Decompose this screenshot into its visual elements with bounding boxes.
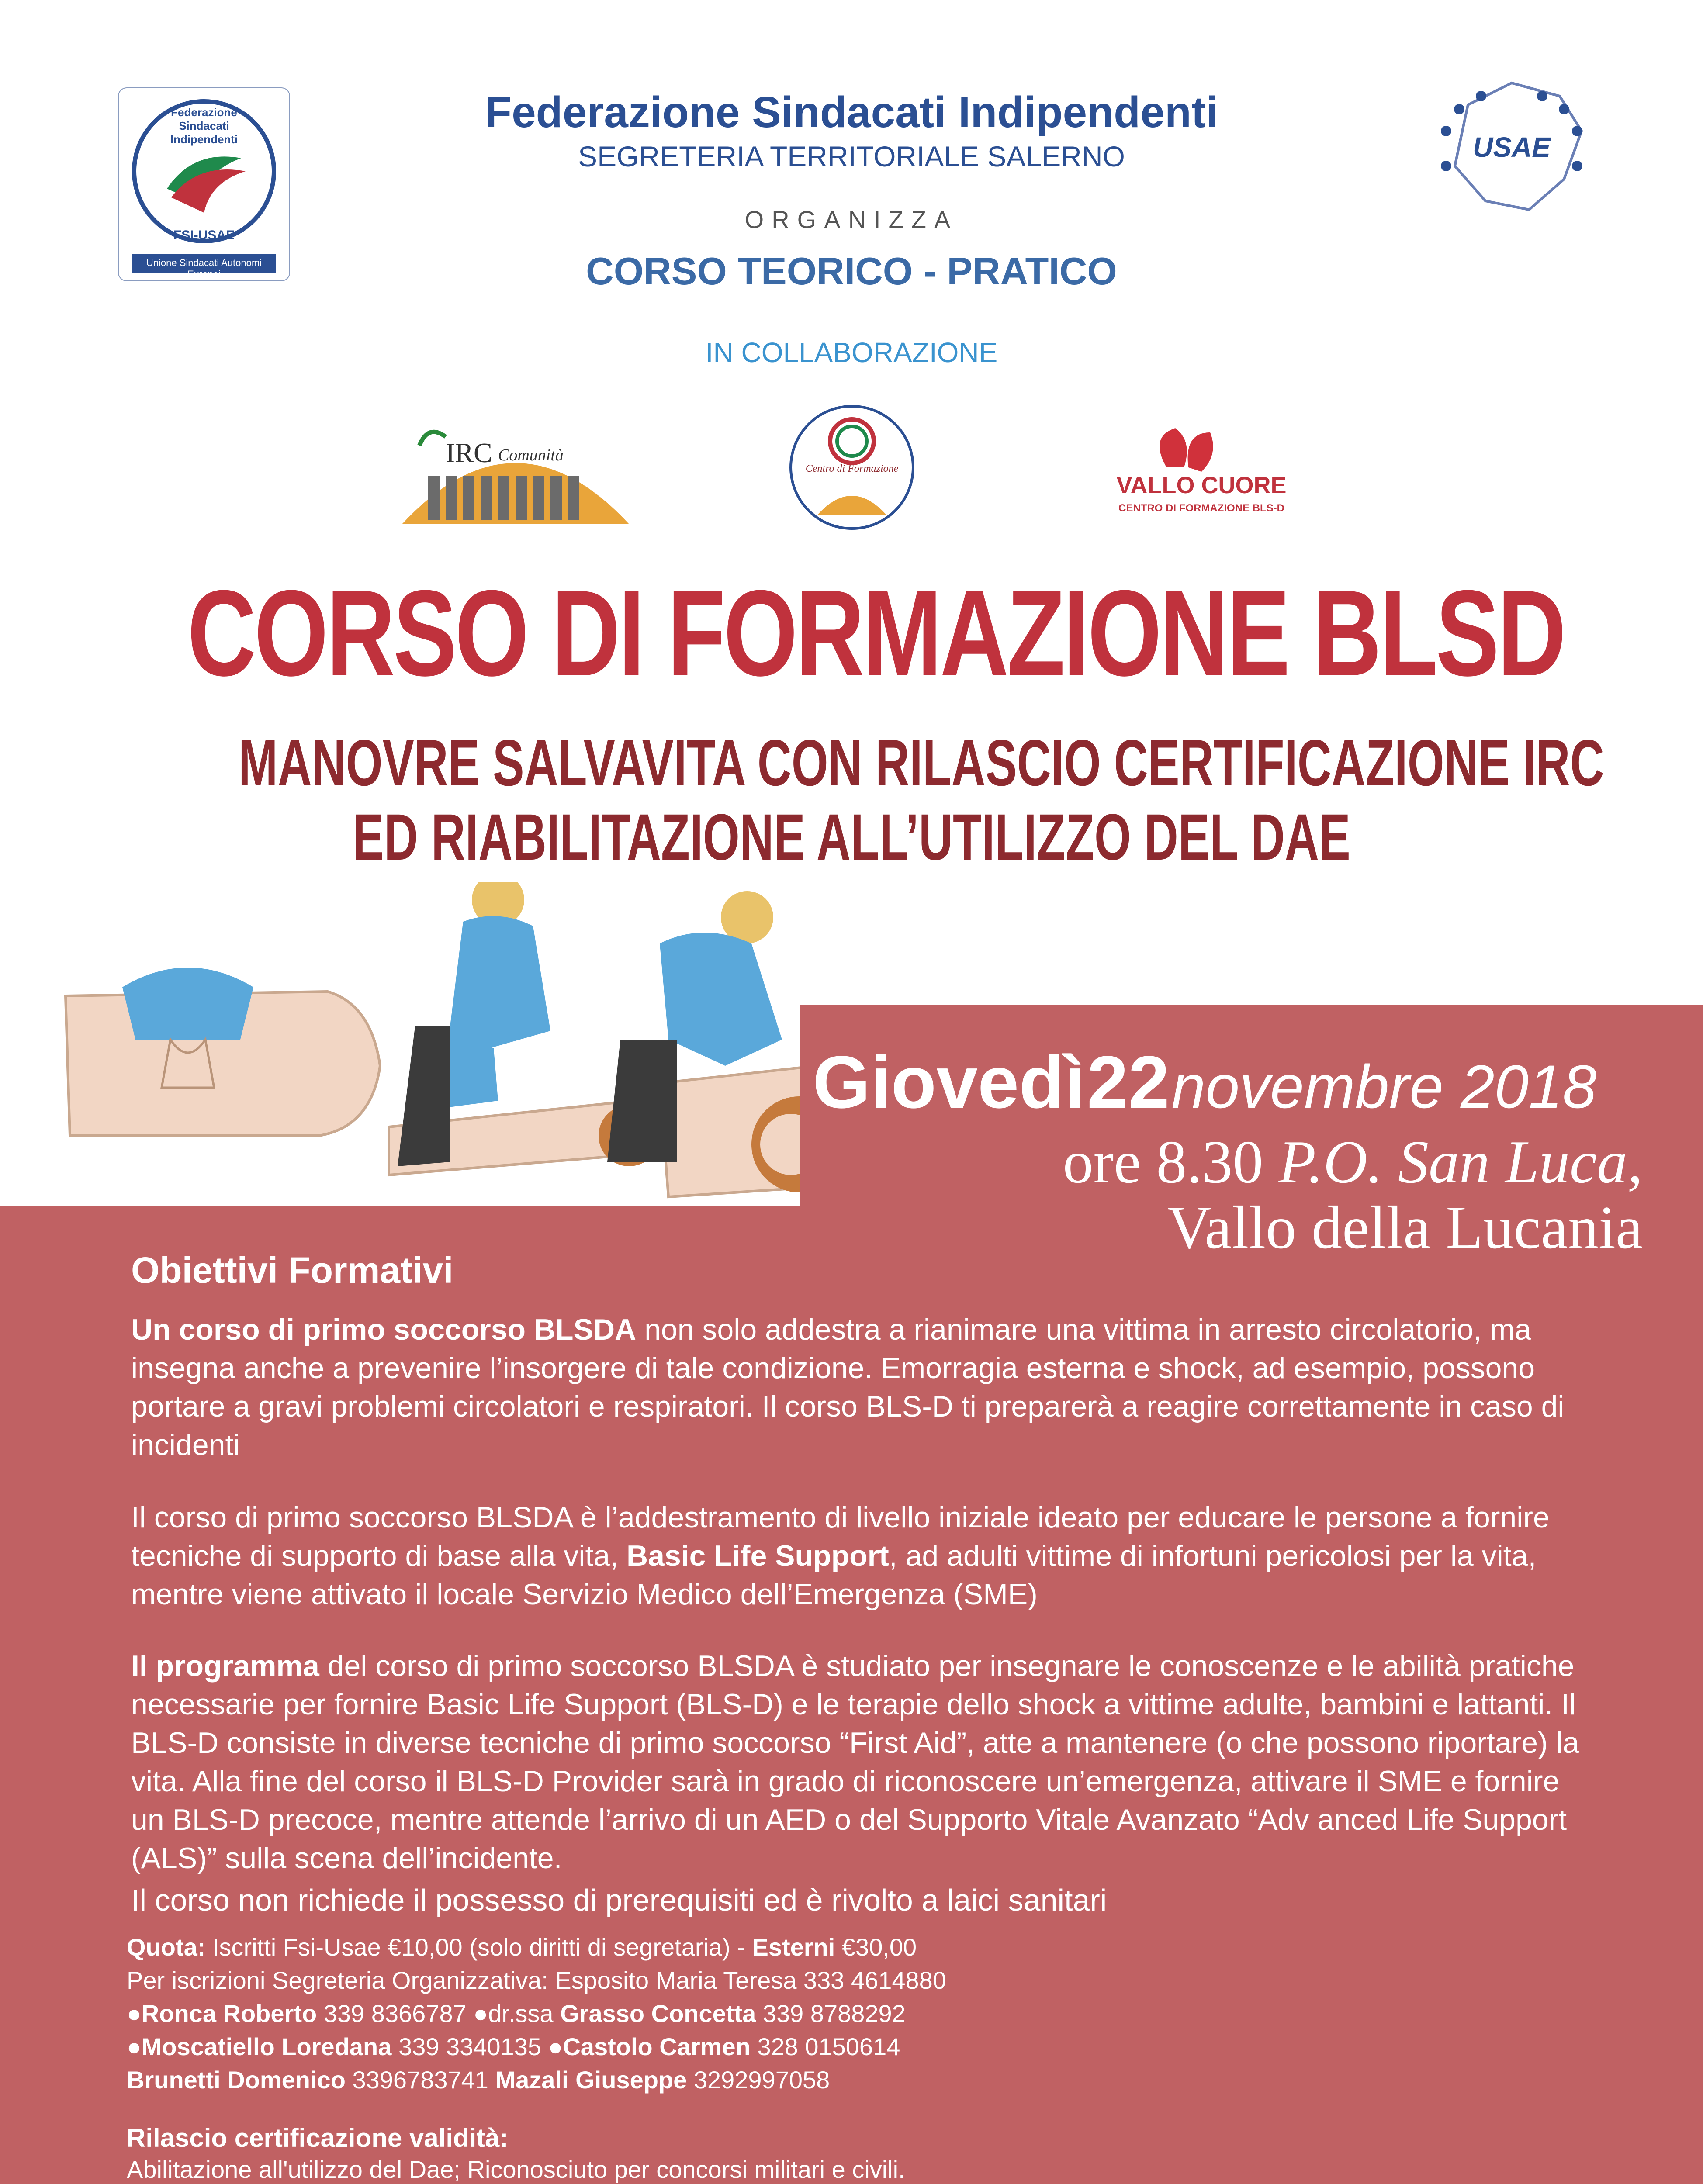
collaboration-label: IN COLLABORAZIONE bbox=[705, 337, 998, 368]
contact-2-phone: 339 8788292 bbox=[756, 2000, 906, 2027]
event-time: ore 8.30 bbox=[1063, 1128, 1263, 1196]
segreteria-subtitle: SEGRETERIA TERRITORIALE SALERNO bbox=[578, 140, 1125, 173]
objectives-paragraph-2 bbox=[131, 1498, 1595, 1614]
centro-logo-text: Centro di Formazione bbox=[805, 463, 899, 474]
vallo-cuore-subtext: CENTRO DI FORMAZIONE BLS-D bbox=[1118, 502, 1284, 514]
esterni-text: €30,00 bbox=[835, 1933, 917, 1961]
contact-3-phone: 339 3340135 ● bbox=[391, 2033, 563, 2060]
p3-bold: Il programma bbox=[131, 1649, 319, 1683]
p1-text: non solo addestra a rianimare una vittima in arresto circolatorio, ma insegna anche a prevenire l’insorgere di tale condizione. Emorragia esterna e shock, ad esempio, possono portare a gravi problemi circolatori e respiratori. Il corso BLS-D ti preparerà a reagire correttamente in caso di incidenti bbox=[131, 1313, 1565, 1462]
prerequisites-note: Il corso non richiede il possesso di prerequisiti ed è rivolto a laici sanitari bbox=[131, 1883, 1107, 1917]
usae-logo-text: USAE bbox=[1473, 131, 1551, 163]
contact-6-phone: 3292997058 bbox=[687, 2066, 830, 2094]
organizza-label: ORGANIZZA bbox=[744, 206, 959, 233]
objectives-paragraph-1 bbox=[131, 1310, 1595, 1464]
contact-1-name: ●Ronca Roberto bbox=[127, 2000, 317, 2027]
subtitle-line-2: ED RIABILITAZIONE ALL’UTILIZZO DEL DAE bbox=[353, 800, 1350, 874]
p1-bold: Un corso di primo soccorso BLSDA bbox=[131, 1313, 637, 1346]
irc-logo-graphic bbox=[393, 419, 638, 529]
irc-logo-text: IRC bbox=[446, 437, 492, 468]
fsi-logo-top-text: Federazione Sindacati Indipendenti bbox=[170, 106, 238, 146]
main-title: CORSO DI FORMAZIONE BLSD bbox=[187, 565, 1565, 702]
quota-line bbox=[127, 1931, 1612, 1964]
contact-3-name: ●Moscatiello Loredana bbox=[127, 2033, 392, 2060]
contact-2-name: Grasso Concetta bbox=[560, 2000, 756, 2027]
rilascio-title: Rilascio certificazione validità: bbox=[127, 2123, 509, 2153]
vallo-cuore-text: VALLO CUORE bbox=[1116, 472, 1287, 498]
contact-1-phone: 339 8366787 ●dr.ssa bbox=[317, 2000, 561, 2027]
event-town: Vallo della Lucania bbox=[1167, 1194, 1643, 1261]
fsi-logo-bottom-text: Unione Sindacati Autonomi Europei bbox=[146, 257, 262, 280]
contacts-line-2 bbox=[127, 2030, 1612, 2063]
p2-text-a: Il corso di primo soccorso BLSDA è l’addestramento di livello iniziale ideato per educare le persone a fornire tecniche di supporto di base alla vita, bbox=[131, 1501, 1550, 1572]
p2-text-b: , ad adulti vittime di infortuni pericolosi per la vita, mentre viene attivato il locale Servizio Medico dell’Emergenza (SME) bbox=[131, 1539, 1537, 1611]
objectives-title: Obiettivi Formativi bbox=[131, 1250, 453, 1291]
objectives-paragraph-3 bbox=[131, 1647, 1595, 1877]
event-time-place bbox=[830, 1127, 1643, 1197]
quota-and-contacts bbox=[127, 1931, 1612, 2097]
p2-bold: Basic Life Support bbox=[627, 1539, 889, 1572]
vallo-cuore-logo bbox=[1088, 419, 1315, 524]
usae-logo bbox=[1416, 70, 1608, 227]
contact-6-name: Mazali Giuseppe bbox=[495, 2066, 687, 2094]
contact-5-name: Brunetti Domenico bbox=[127, 2066, 346, 2094]
quota-label: Quota: bbox=[127, 1933, 206, 1961]
fsi-logo-mid-text: FSI-USAE bbox=[173, 228, 235, 242]
event-month-year: novembre 2018 bbox=[1171, 1052, 1597, 1121]
cpr-illustration bbox=[57, 882, 887, 1206]
centro-formazione-logo bbox=[786, 402, 917, 533]
contacts-line-1 bbox=[127, 1997, 1612, 2030]
event-date bbox=[813, 1040, 1678, 1125]
rilascio-line-1: Abilitazione all'utilizzo del Dae; Riconosciuto per concorsi militari e civili. bbox=[127, 2156, 905, 2183]
esterni-label: Esterni bbox=[752, 1933, 835, 1961]
course-type: CORSO TEORICO - PRATICO bbox=[586, 249, 1117, 293]
iscrizioni-line: Per iscrizioni Segreteria Organizzativa: Esposito Maria Teresa 333 4614880 bbox=[127, 1966, 946, 1994]
event-day: Giovedì bbox=[813, 1041, 1085, 1124]
contact-5-phone: 3396783741 bbox=[345, 2066, 495, 2094]
irc-comunita-logo bbox=[393, 419, 638, 529]
rilascio-body bbox=[127, 2153, 1612, 2184]
quota-text: Iscritti Fsi-Usae €10,00 (solo diritti di segretaria) - bbox=[205, 1933, 752, 1961]
p3-text: del corso di primo soccorso BLSDA è studiato per insegnare le conoscenze e le abilità pratiche necessarie per fornire Basic Life Support (BLS-D) e le terapie dello shock a vittime adulte, bambini e lattanti. Il BLS-D consiste in diverse tecniche di primo soccorso “First Aid”, atte a mantenere (o che possono riportare) la vita. Alla fine del corso il BLS-D Provider sarà in grado di riconoscere un’emergenza, attivare il SME e fornire un BLS-D precoce, mentre attende l’arrivo di un AED o del Supporto Vitale Avanzato “Adv anced Life Support (ALS)” sulla scena dell’incidente. bbox=[131, 1649, 1579, 1875]
subtitle-line-1: MANOVRE SALVAVITA CON RILASCIO CERTIFICAZIONE IRC bbox=[238, 726, 1604, 799]
irc-logo-subtext: Comunità bbox=[498, 446, 564, 464]
contact-4-name: Castolo Carmen bbox=[563, 2033, 751, 2060]
event-date-number: 22 bbox=[1087, 1041, 1170, 1124]
federation-title: Federazione Sindacati Indipendenti bbox=[485, 88, 1218, 137]
contacts-line-3 bbox=[127, 2063, 1612, 2097]
cpr-illustration-graphic bbox=[57, 882, 887, 1206]
event-place: P.O. San Luca, bbox=[1278, 1128, 1643, 1196]
contact-4-phone: 328 0150614 bbox=[750, 2033, 900, 2060]
